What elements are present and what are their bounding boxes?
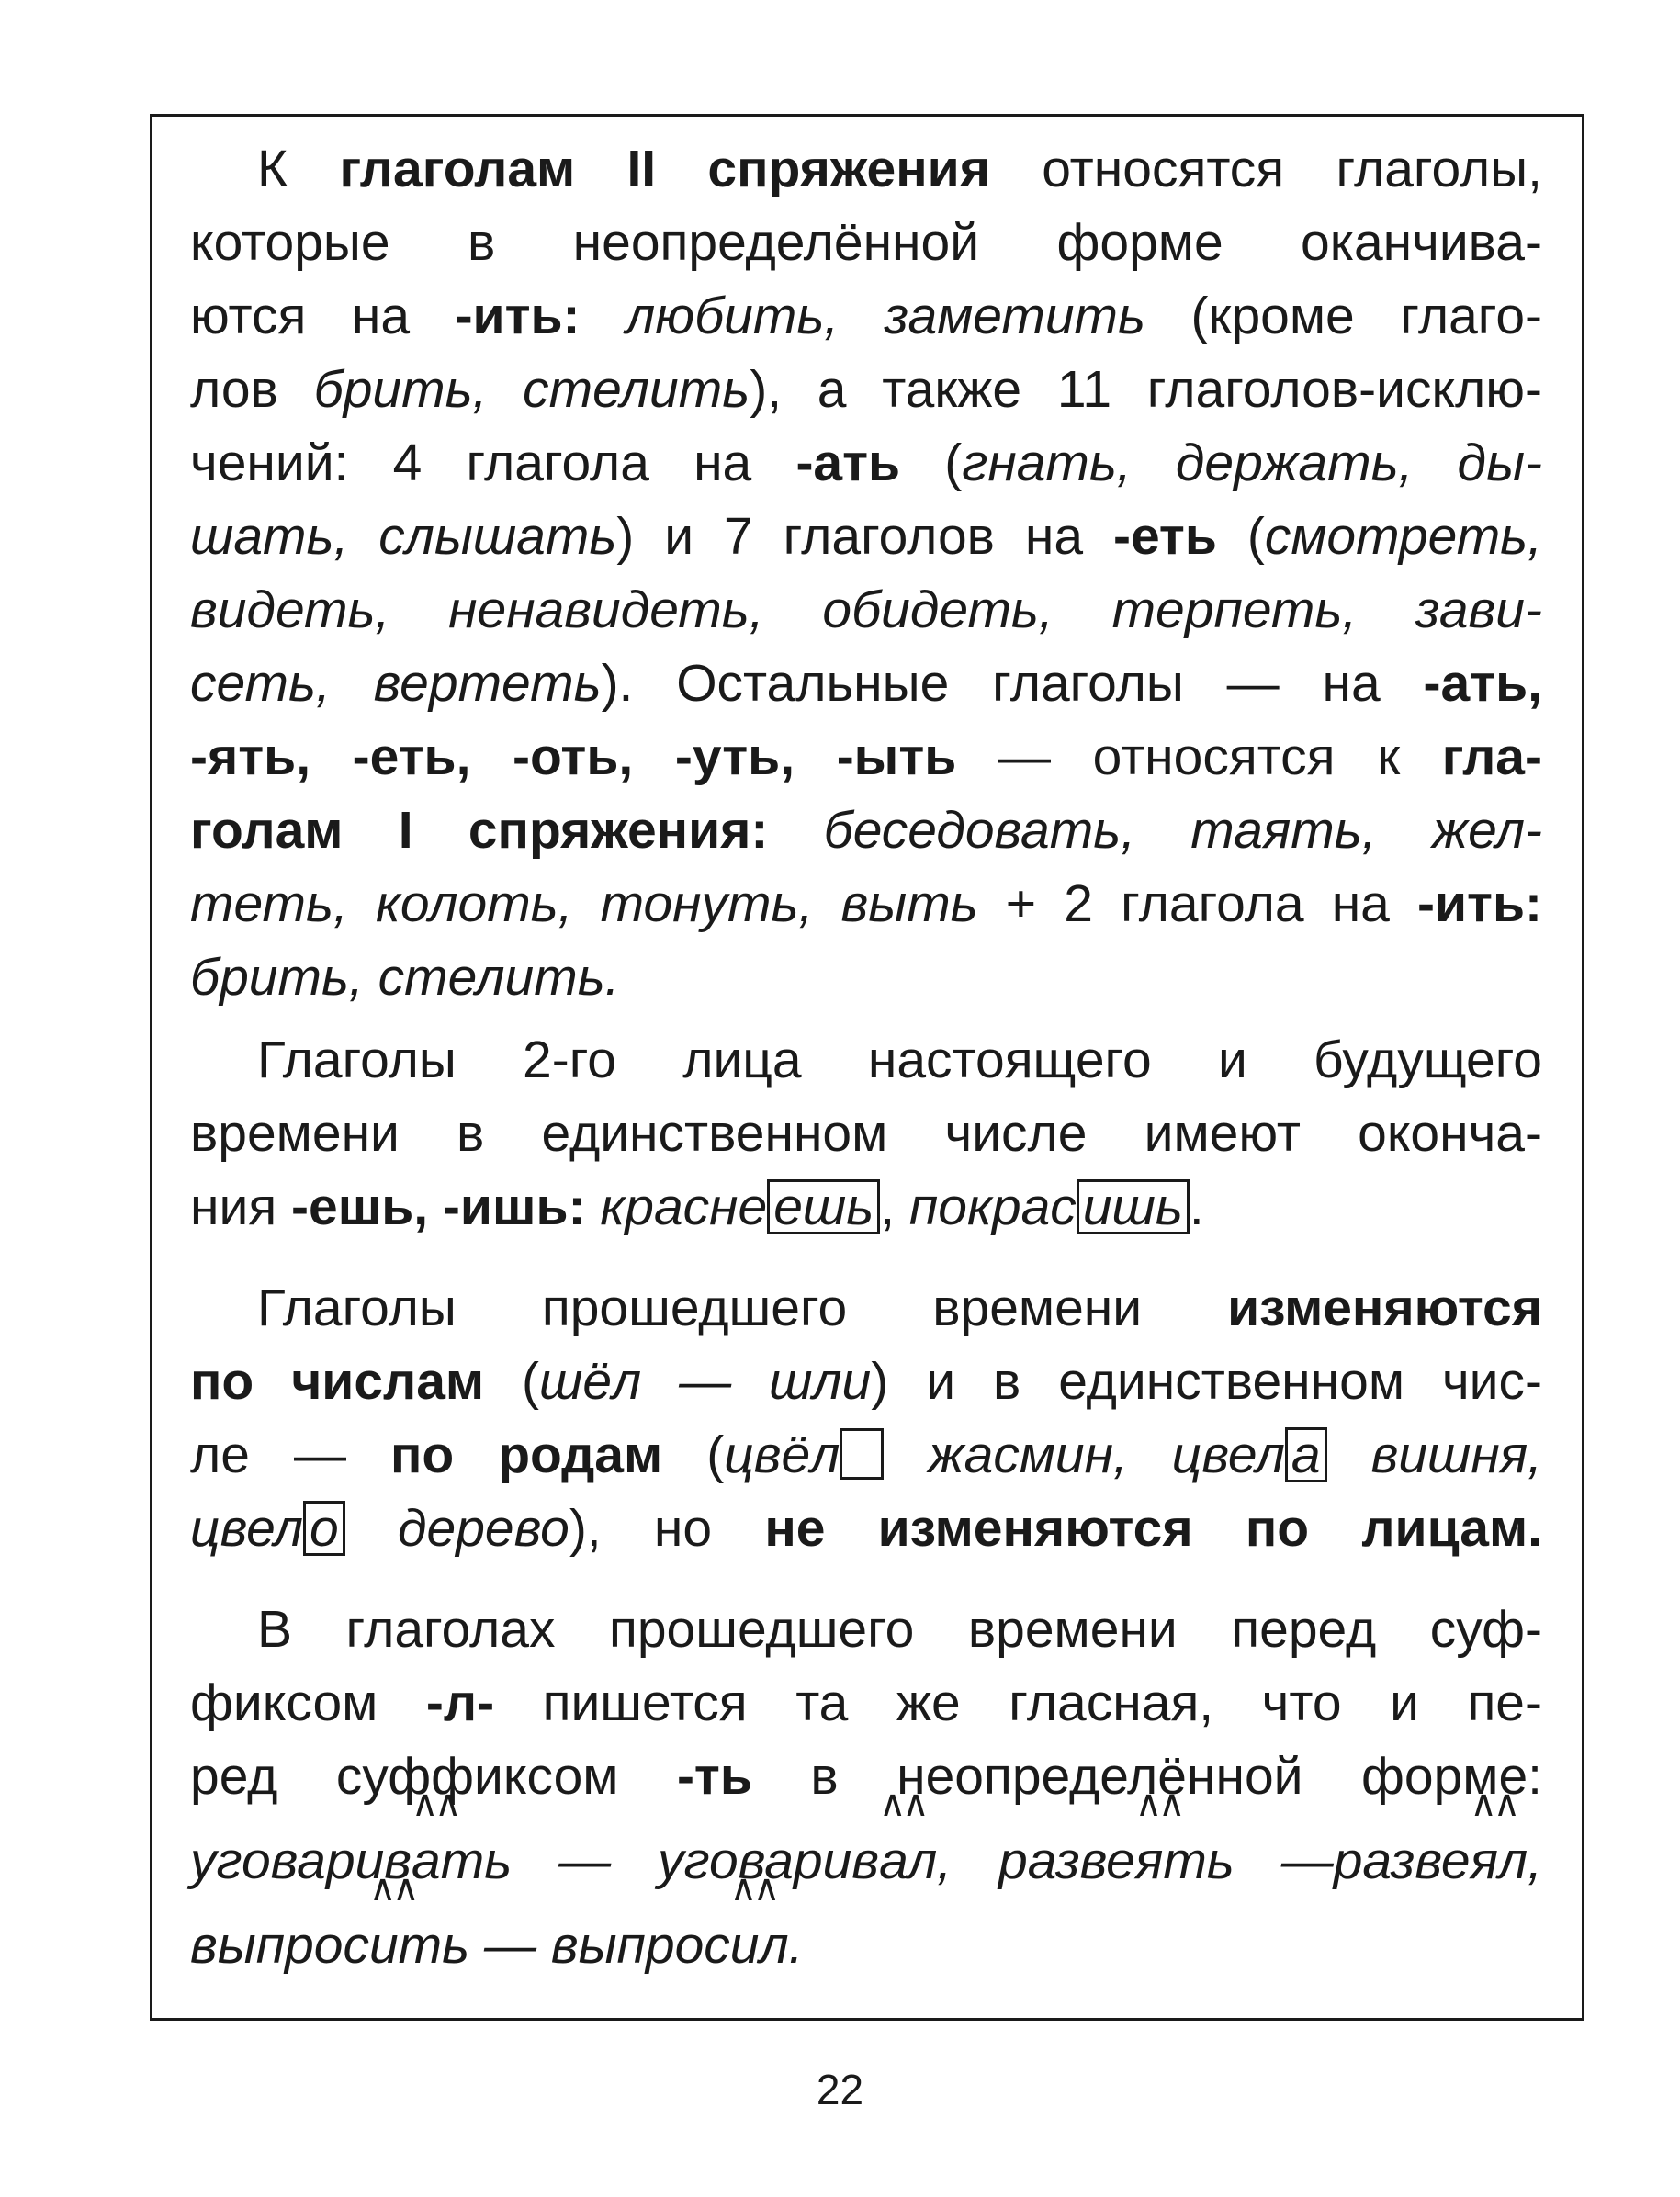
p1-line-6: шать, слышать) и 7 глаголов на -еть (смотреть,	[190, 507, 1542, 566]
p4-line-2: фиксом -л- пишется та же гласная, что и пе-	[190, 1673, 1542, 1732]
ending-box: ешь	[767, 1179, 880, 1234]
p3-line-2: по числам (шёл — шли) и в единственном чис-	[190, 1352, 1542, 1411]
p1-line-1: К глаголам II спряжения относятся глаголы,	[257, 140, 1542, 198]
p3-line-3: ле — по родам (цвёл жасмин, цвел а вишня,	[190, 1425, 1542, 1484]
suffix-mark: ∧∧ ял	[1471, 1824, 1528, 1898]
p4-line-5: выпрос∧∧ ить — выпрос∧∧ ил.	[190, 1909, 1542, 1982]
p3-line-4: цвел о дерево), но не изменяются по лицам.	[190, 1499, 1543, 1558]
suffix-mark: ∧∧ ить	[369, 1909, 469, 1982]
ending-box: ишь	[1077, 1179, 1190, 1234]
empty-ending-box	[840, 1428, 884, 1480]
p2-line-1: Глаголы 2-го лица настоящего и будущего	[257, 1031, 1542, 1089]
ending-box: а	[1285, 1427, 1327, 1482]
page-number: 22	[816, 2066, 864, 2113]
p1-line-11: теть, колоть, тонуть, выть + 2 глагола на -ить:	[190, 874, 1542, 933]
suffix-mark: ∧∧ ал	[879, 1824, 937, 1898]
p1-line-2: которые в неопределённой форме оканчива-	[190, 213, 1542, 272]
p4-line-3: ред суффиксом -ть в неопределённой форме:	[190, 1747, 1542, 1806]
p4-line-4: уговарив∧∧ ать — уговарив∧∧ ал, разве∧∧ ять —разве∧∧ ял,	[190, 1824, 1542, 1898]
p1-line-3: ются на -ить: любить, заметить (кроме глаго-	[190, 287, 1543, 345]
p1-line-12: брить, стелить.	[190, 948, 620, 1007]
p1-line-5: чений: 4 глагола на -ать (гнать, держать, ды-	[190, 434, 1542, 492]
p1-line-7: видеть, ненавидеть, обидеть, терпеть, зави-	[190, 580, 1542, 639]
p1-line-4: лов брить, стелить), а также 11 глаголов-исклю-	[190, 360, 1543, 419]
p2-line-2: времени в единственном числе имеют оконча-	[190, 1104, 1542, 1163]
p1-line-8: сеть, вертеть). Остальные глаголы — на -ать,	[190, 654, 1542, 713]
p1-line-10: голам I спряжения: беседовать, таять, жел-	[190, 801, 1543, 860]
ending-box: о	[303, 1501, 345, 1556]
suffix-mark: ∧∧ ять	[1135, 1824, 1235, 1898]
p3-line-1: Глаголы прошедшего времени изменяются	[257, 1279, 1542, 1337]
suffix-mark: ∧∧ ать	[412, 1824, 512, 1898]
suffix-mark: ∧∧ ил	[730, 1909, 789, 1982]
p2-line-3: ния -ешь, -ишь: красне ешь , покрас ишь .	[190, 1177, 1204, 1236]
p1-line-9: -ять, -еть, -оть, -уть, -ыть — относятся к гла-	[190, 727, 1542, 786]
p4-line-1: В глаголах прошедшего времени перед суф-	[257, 1600, 1542, 1659]
